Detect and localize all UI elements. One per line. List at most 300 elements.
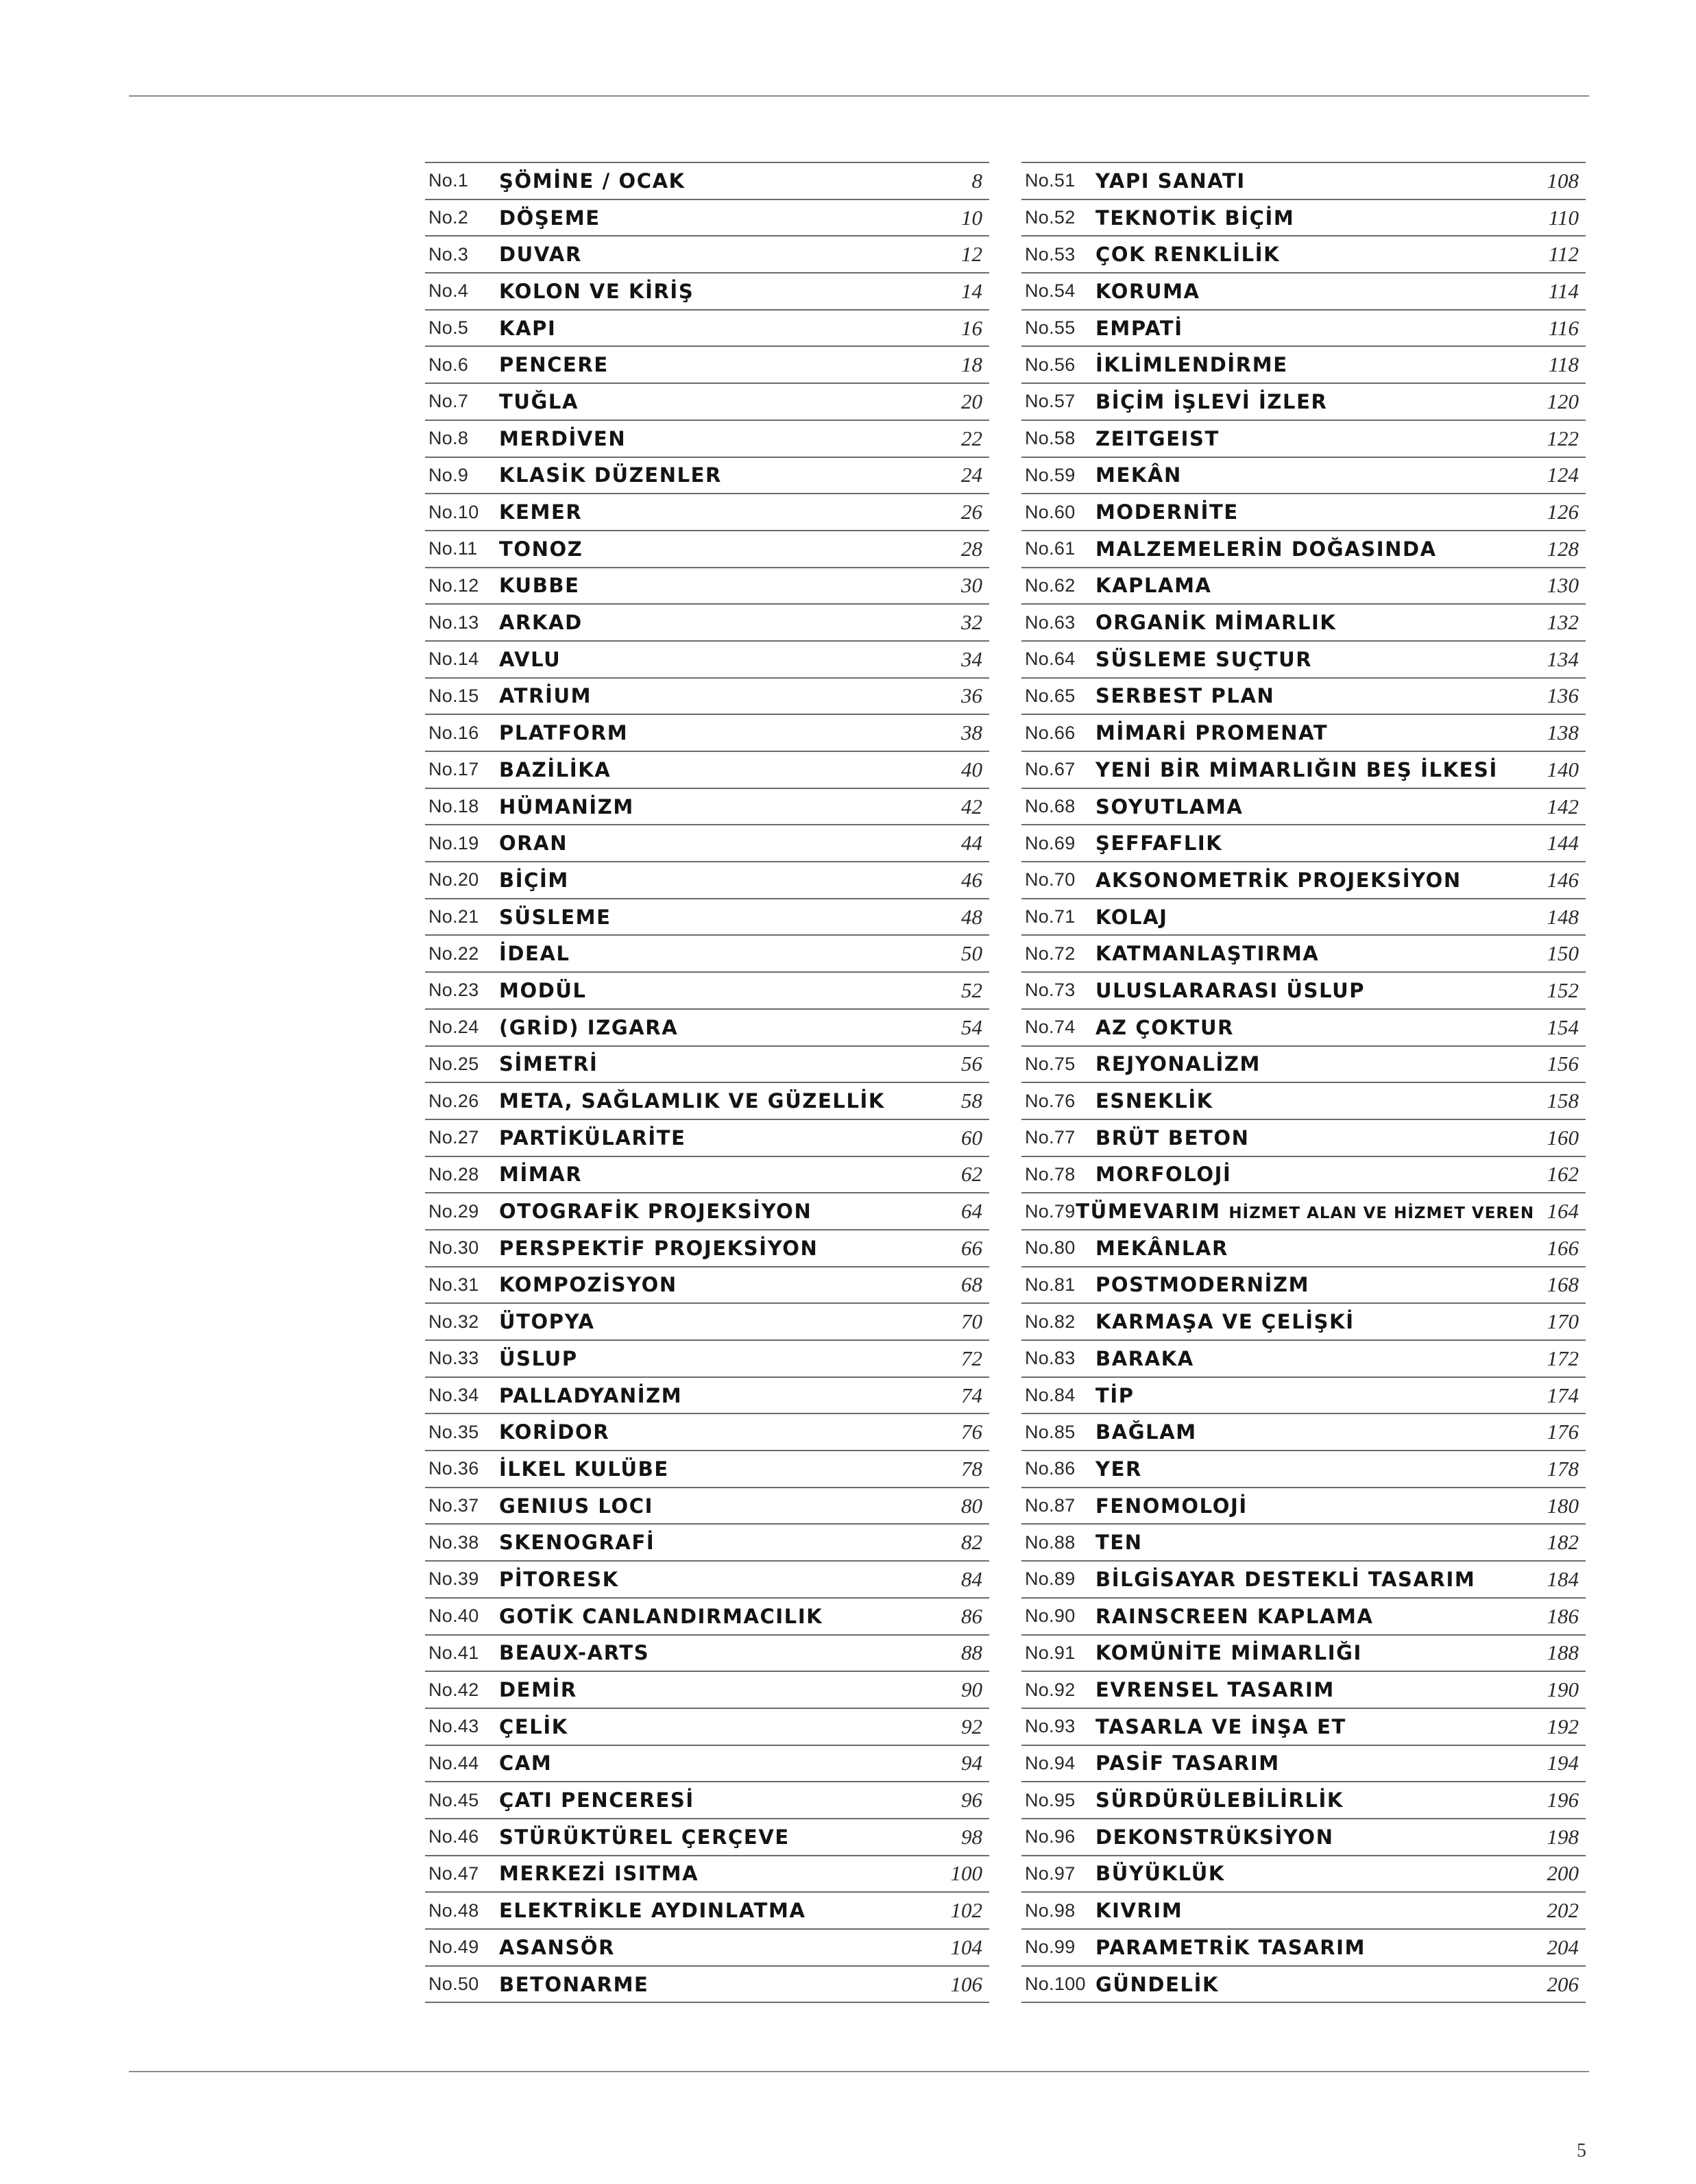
- toc-entry[interactable]: [1021, 936, 1586, 973]
- entry-page-number: 96: [961, 1788, 982, 1812]
- entry-title: [1095, 1788, 1517, 1812]
- toc-entry[interactable]: [425, 1083, 989, 1120]
- entry-title: [499, 1605, 921, 1628]
- toc-entry[interactable]: [1021, 1193, 1586, 1230]
- entry-title-text: SKENOGRAFİ: [499, 1531, 655, 1555]
- toc-entry[interactable]: [425, 1414, 989, 1451]
- toc-entry[interactable]: [425, 311, 989, 348]
- toc-entry[interactable]: [1021, 679, 1586, 716]
- entry-page-number: 18: [961, 352, 982, 377]
- entry-title: [499, 1899, 921, 1922]
- entry-title: [1095, 611, 1517, 634]
- entry-number: No.39: [428, 1568, 479, 1590]
- entry-title-text: MEKÂNLAR: [1095, 1236, 1228, 1260]
- entry-number: No.50: [428, 1974, 479, 1995]
- toc-entry[interactable]: [1021, 384, 1586, 421]
- entry-title: [1095, 1126, 1517, 1150]
- entry-title: [499, 280, 921, 303]
- entry-title: [499, 1457, 921, 1481]
- entry-number: No.47: [428, 1863, 479, 1884]
- toc-entry[interactable]: [1021, 311, 1586, 348]
- toc-entry[interactable]: [425, 1782, 989, 1819]
- entry-page-number: 136: [1547, 683, 1579, 708]
- toc-entry[interactable]: [425, 1267, 989, 1305]
- entry-number: No.56: [1025, 354, 1076, 375]
- entry-title-text: EVRENSEL TASARIM: [1095, 1678, 1335, 1702]
- toc-entry[interactable]: [425, 1451, 989, 1488]
- entry-title: [499, 1825, 921, 1849]
- entry-number: No.5: [428, 317, 469, 339]
- entry-title: [1095, 206, 1517, 230]
- toc-entry[interactable]: [425, 789, 989, 826]
- toc-entry[interactable]: [1021, 642, 1586, 679]
- toc-entry[interactable]: [425, 752, 989, 789]
- entry-title-text: BİÇİM İŞLEVİ İZLER: [1095, 389, 1328, 413]
- toc-entry[interactable]: [425, 1230, 989, 1267]
- toc-entry[interactable]: [425, 1562, 989, 1599]
- entry-title: [499, 1788, 921, 1812]
- toc-entry[interactable]: [425, 936, 989, 973]
- toc-entry[interactable]: [1021, 899, 1586, 936]
- entry-number: No.28: [428, 1163, 479, 1185]
- toc-entry[interactable]: [425, 531, 989, 568]
- entry-page-number: 82: [961, 1530, 982, 1555]
- entry-title: [1095, 427, 1517, 450]
- toc-entry[interactable]: [1021, 1782, 1586, 1819]
- entry-page-number: 128: [1547, 536, 1579, 561]
- entry-title: [1095, 1973, 1517, 1996]
- entry-number: No.49: [428, 1937, 479, 1958]
- entry-title-text: BİLGİSAYAR DESTEKLİ TASARIM: [1095, 1567, 1476, 1591]
- toc-entry[interactable]: [425, 494, 989, 531]
- entry-page-number: 58: [961, 1089, 982, 1113]
- toc-entry[interactable]: [425, 1010, 989, 1047]
- entry-title: [499, 1237, 921, 1260]
- toc-entry[interactable]: [1021, 1451, 1586, 1488]
- entry-number: No.7: [428, 391, 469, 412]
- entry-title-text: BİÇİM: [499, 868, 569, 892]
- entry-number: No.62: [1025, 574, 1076, 596]
- entry-title: [499, 1751, 921, 1775]
- toc-entry[interactable]: [1021, 1120, 1586, 1157]
- toc-entry[interactable]: [1021, 1893, 1586, 1930]
- entry-title-text: TUĞLA: [499, 389, 579, 413]
- toc-entry[interactable]: [1021, 1672, 1586, 1709]
- entry-page-number: 8: [971, 168, 982, 193]
- entry-page-number: 98: [961, 1824, 982, 1849]
- toc-entry[interactable]: [1021, 1562, 1586, 1599]
- entry-page-number: 88: [961, 1640, 982, 1665]
- entry-page-number: 24: [961, 463, 982, 487]
- entry-page-number: 194: [1547, 1751, 1579, 1775]
- entry-title-text: KLASİK DÜZENLER: [499, 463, 722, 487]
- entry-page-number: 108: [1547, 168, 1579, 193]
- top-rule: [129, 95, 1589, 97]
- entry-number: No.31: [428, 1274, 479, 1295]
- entry-page-number: 174: [1547, 1383, 1579, 1407]
- entry-title-text: AVLU: [499, 647, 561, 671]
- entry-title-text: KOLAJ: [1095, 905, 1168, 929]
- entry-number: No.22: [428, 943, 479, 964]
- entry-title: [1095, 721, 1517, 744]
- entry-number: No.17: [428, 759, 479, 780]
- toc-entry[interactable]: [425, 568, 989, 605]
- entry-page-number: 172: [1547, 1346, 1579, 1370]
- entry-title: [499, 317, 921, 340]
- entry-title-text: RAINSCREEN KAPLAMA: [1095, 1604, 1374, 1628]
- entry-number: No.23: [428, 980, 479, 1001]
- entry-page-number: 182: [1547, 1530, 1579, 1555]
- toc-entry[interactable]: [425, 1120, 989, 1157]
- toc-entry[interactable]: [425, 715, 989, 752]
- entry-title-text: İLKEL KULÜBE: [499, 1457, 669, 1481]
- entry-title: [1095, 1457, 1517, 1481]
- entry-title: [1095, 1052, 1517, 1076]
- entry-title-text: PİTORESK: [499, 1567, 619, 1591]
- entry-title: [499, 942, 921, 965]
- entry-number: No.19: [428, 832, 479, 853]
- entry-page-number: 176: [1547, 1420, 1579, 1444]
- toc-entry[interactable]: [1021, 421, 1586, 458]
- toc-entry[interactable]: [1021, 568, 1586, 605]
- entry-number: No.21: [428, 906, 479, 927]
- toc-entry[interactable]: [425, 1047, 989, 1084]
- entry-title: [499, 463, 921, 487]
- entry-page-number: 138: [1547, 720, 1579, 745]
- entry-title: [499, 1200, 921, 1223]
- entry-number: No.63: [1025, 611, 1076, 633]
- entry-number: No.12: [428, 574, 479, 596]
- toc-entry[interactable]: [1021, 789, 1586, 826]
- entry-title: [499, 574, 921, 597]
- toc-entry[interactable]: [425, 1967, 989, 2004]
- entry-number: No.37: [428, 1495, 479, 1516]
- entry-page-number: 48: [961, 904, 982, 929]
- entry-page-number: 50: [961, 941, 982, 966]
- toc-entry[interactable]: [425, 421, 989, 458]
- toc-entry[interactable]: [1021, 531, 1586, 568]
- entry-title: [499, 832, 921, 855]
- toc-entry[interactable]: [1021, 605, 1586, 642]
- entry-title: [1095, 648, 1517, 671]
- toc-entry[interactable]: [425, 862, 989, 899]
- entry-number: No.99: [1025, 1937, 1076, 1958]
- entry-title: [1095, 243, 1517, 266]
- entry-title-text: MODÜL: [499, 978, 587, 1002]
- entry-title: [499, 1531, 921, 1554]
- entry-title: [1095, 1825, 1517, 1849]
- toc-entry[interactable]: [425, 384, 989, 421]
- toc-entry[interactable]: [425, 1672, 989, 1709]
- toc-entry[interactable]: [425, 1488, 989, 1525]
- entry-number: No.1: [428, 170, 469, 191]
- toc-entry[interactable]: [425, 236, 989, 274]
- entry-title-text: TASARLA VE İNŞA ET: [1095, 1714, 1346, 1738]
- entry-title: [499, 1347, 921, 1370]
- entry-number: No.96: [1025, 1826, 1076, 1847]
- toc-entry[interactable]: [425, 1930, 989, 1967]
- toc-entry[interactable]: [1021, 1414, 1586, 1451]
- toc-entry[interactable]: [1021, 163, 1586, 200]
- entry-page-number: 106: [950, 1971, 982, 1996]
- toc-entry[interactable]: [425, 163, 989, 200]
- entry-number: No.9: [428, 464, 469, 485]
- entry-title-text: ÇOK RENKLİLİK: [1095, 243, 1281, 267]
- toc-column-left: [425, 162, 989, 2003]
- entry-page-number: 130: [1547, 573, 1579, 598]
- entry-page-number: 148: [1547, 904, 1579, 929]
- entry-number: No.82: [1025, 1311, 1076, 1332]
- toc-entry[interactable]: [425, 1599, 989, 1636]
- entry-title: [499, 1494, 921, 1518]
- toc-entry[interactable]: [425, 1304, 989, 1341]
- toc-entry[interactable]: [425, 825, 989, 862]
- entry-title-text: ASANSÖR: [499, 1935, 616, 1959]
- entry-title: [499, 390, 921, 413]
- entry-title-text: MERDİVEN: [499, 426, 627, 450]
- entry-number: No.25: [428, 1053, 479, 1074]
- entry-page-number: 38: [961, 720, 982, 745]
- entry-title-text: İDEAL: [499, 942, 570, 966]
- entry-title: [1095, 906, 1517, 929]
- entry-number: No.2: [428, 207, 469, 228]
- entry-number: No.40: [428, 1605, 479, 1627]
- toc-entry[interactable]: [1021, 1636, 1586, 1673]
- entry-title-text: PARTİKÜLARİTE: [499, 1126, 686, 1150]
- entry-title: [1095, 1163, 1517, 1186]
- entry-number: No.33: [428, 1348, 479, 1369]
- entry-number: No.74: [1025, 1017, 1076, 1038]
- entry-page-number: 28: [961, 536, 982, 561]
- toc-entry[interactable]: [1021, 1010, 1586, 1047]
- entry-title: [1095, 1273, 1517, 1296]
- toc-entry[interactable]: [1021, 1047, 1586, 1084]
- toc-entry[interactable]: [1021, 1267, 1586, 1305]
- toc-entry[interactable]: [1021, 1819, 1586, 1856]
- entry-title: [1095, 758, 1517, 781]
- entry-page-number: 202: [1547, 1898, 1579, 1923]
- entry-title: [499, 611, 921, 634]
- toc-entry[interactable]: [425, 1525, 989, 1562]
- entry-title-text: PENCERE: [499, 353, 609, 377]
- entry-title-text: BARAKA: [1095, 1346, 1194, 1370]
- entry-number: No.87: [1025, 1495, 1076, 1516]
- toc-entry[interactable]: [1021, 752, 1586, 789]
- entry-number: No.60: [1025, 501, 1076, 522]
- entry-title-text: ÜSLUP: [499, 1346, 578, 1370]
- entry-number: No.86: [1025, 1458, 1076, 1479]
- entry-title-text: MİMARİ PROMENAT: [1095, 721, 1329, 745]
- toc-entry[interactable]: [1021, 1157, 1586, 1194]
- entry-title: [1095, 1347, 1517, 1370]
- entry-title: [499, 648, 921, 671]
- toc-entry[interactable]: [425, 1378, 989, 1415]
- entry-title: [499, 684, 921, 707]
- entry-title: [499, 1678, 921, 1701]
- toc-entry[interactable]: [1021, 1709, 1586, 1746]
- entry-title-text: GOTİK CANLANDIRMACILIK: [499, 1604, 823, 1628]
- toc-entry[interactable]: [1021, 825, 1586, 862]
- toc-entry[interactable]: [425, 347, 989, 384]
- entry-title: [1095, 537, 1517, 561]
- entry-title: [1095, 1420, 1517, 1444]
- entry-page-number: 178: [1547, 1456, 1579, 1481]
- entry-number: No.67: [1025, 759, 1076, 780]
- entry-number: No.35: [428, 1421, 479, 1442]
- entry-title: [1095, 463, 1517, 487]
- entry-title-text: BRÜT BETON: [1095, 1126, 1250, 1150]
- toc-entry[interactable]: [1021, 236, 1586, 274]
- entry-page-number: 204: [1547, 1934, 1579, 1959]
- entry-title: [499, 795, 921, 818]
- toc-entry[interactable]: [1021, 1525, 1586, 1562]
- entry-number: No.85: [1025, 1421, 1076, 1442]
- entry-number: No.42: [428, 1679, 479, 1700]
- toc-entry[interactable]: [1021, 715, 1586, 752]
- entry-number: No.89: [1025, 1568, 1076, 1590]
- entry-number: No.59: [1025, 464, 1076, 485]
- toc-entry[interactable]: [1021, 1746, 1586, 1783]
- toc-entry[interactable]: [425, 1193, 989, 1230]
- entry-page-number: 72: [961, 1346, 982, 1370]
- entry-title-text: MORFOLOJİ: [1095, 1163, 1232, 1187]
- entry-page-number: 196: [1547, 1788, 1579, 1812]
- entry-title-text: (GRİD) IZGARA: [499, 1015, 679, 1039]
- toc-list-right: [1021, 163, 1586, 2003]
- entry-page-number: 166: [1547, 1235, 1579, 1260]
- entry-number: No.14: [428, 648, 479, 670]
- toc-entry[interactable]: [425, 899, 989, 936]
- entry-number: No.79: [1025, 1200, 1076, 1222]
- toc-entry[interactable]: [425, 1746, 989, 1783]
- toc-entry[interactable]: [1021, 1378, 1586, 1415]
- toc-entry[interactable]: [1021, 1083, 1586, 1120]
- toc-entry[interactable]: [1021, 862, 1586, 899]
- entry-page-number: 104: [950, 1934, 982, 1959]
- entry-page-number: 120: [1547, 389, 1579, 413]
- entry-number: No.64: [1025, 648, 1076, 670]
- entry-page-number: 30: [961, 573, 982, 598]
- toc-entry[interactable]: [425, 1636, 989, 1673]
- entry-title-text: ELEKTRİKLE AYDINLATMA: [499, 1899, 806, 1923]
- entry-title: [499, 1384, 921, 1407]
- toc-entry[interactable]: [1021, 200, 1586, 237]
- toc-entry[interactable]: [1021, 1967, 1586, 2004]
- entry-title-text: MEKÂN: [1095, 463, 1182, 487]
- entry-title-text: REJYONALİZM: [1095, 1052, 1261, 1076]
- entry-title-text: KATMANLAŞTIRMA: [1095, 942, 1320, 966]
- entry-number: No.46: [428, 1826, 479, 1847]
- toc-entry[interactable]: [425, 605, 989, 642]
- entry-title-text: KEMER: [499, 500, 583, 524]
- toc-entry[interactable]: [1021, 494, 1586, 531]
- toc-entry[interactable]: [1021, 1341, 1586, 1378]
- toc-entry[interactable]: [425, 1893, 989, 1930]
- entry-title: [499, 979, 921, 1002]
- entry-title: [499, 206, 921, 230]
- entry-title-text: GÜNDELİK: [1095, 1972, 1220, 1996]
- entry-title: [499, 1273, 921, 1296]
- entry-title-text: AKSONOMETRİK PROJEKSİYON: [1095, 868, 1462, 892]
- toc-entry[interactable]: [1021, 1488, 1586, 1525]
- entry-page-number: 156: [1547, 1052, 1579, 1076]
- toc-entry[interactable]: [425, 274, 989, 311]
- entry-title-text: BEAUX-ARTS: [499, 1641, 650, 1665]
- entry-page-number: 10: [961, 205, 982, 230]
- toc-entry[interactable]: [1021, 1930, 1586, 1967]
- entry-page-number: 54: [961, 1015, 982, 1039]
- entry-number: No.71: [1025, 906, 1076, 927]
- entry-page-number: 74: [961, 1383, 982, 1407]
- entry-title-text: TEN: [1095, 1531, 1143, 1555]
- entry-number: No.36: [428, 1458, 479, 1479]
- entry-title-text: KORUMA: [1095, 279, 1200, 303]
- entry-page-number: 116: [1548, 315, 1579, 340]
- entry-page-number: 94: [961, 1751, 982, 1775]
- entry-title: [1095, 1089, 1517, 1113]
- toc-entry[interactable]: [425, 1819, 989, 1856]
- entry-page-number: 44: [961, 831, 982, 856]
- entry-page-number: 168: [1547, 1272, 1579, 1297]
- entry-title-text: DEKONSTRÜKSİYON: [1095, 1825, 1334, 1849]
- entry-title: [1095, 1568, 1517, 1591]
- toc-entry[interactable]: [1021, 274, 1586, 311]
- entry-title-text: ATRİUM: [499, 684, 592, 708]
- entry-page-number: 86: [961, 1603, 982, 1628]
- toc-entry[interactable]: [425, 1341, 989, 1378]
- entry-page-number: 180: [1547, 1493, 1579, 1518]
- entry-number: No.98: [1025, 1900, 1076, 1921]
- entry-title: [1095, 795, 1517, 818]
- entry-title-text: ARKAD: [499, 611, 583, 635]
- entry-title-text: DEMİR: [499, 1678, 577, 1702]
- entry-title: [499, 906, 921, 929]
- entry-number: No.73: [1025, 980, 1076, 1001]
- entry-page-number: 124: [1547, 463, 1579, 487]
- entry-number: No.32: [428, 1311, 479, 1332]
- toc-entry[interactable]: [1021, 973, 1586, 1010]
- entry-number: No.8: [428, 428, 469, 449]
- entry-number: No.41: [428, 1642, 479, 1663]
- entry-page-number: 66: [961, 1235, 982, 1260]
- toc-entry[interactable]: [1021, 1304, 1586, 1341]
- page-number: 5: [1577, 2140, 1586, 2161]
- toc-entry[interactable]: [1021, 458, 1586, 495]
- toc-entry[interactable]: [425, 200, 989, 237]
- toc-entry[interactable]: [1021, 1856, 1586, 1893]
- entry-number: No.65: [1025, 685, 1076, 706]
- entry-number: No.26: [428, 1090, 479, 1111]
- toc-entry[interactable]: [1021, 1230, 1586, 1267]
- toc-entry[interactable]: [425, 458, 989, 495]
- entry-title-text: GENIUS LOCI: [499, 1494, 653, 1518]
- entry-number: No.24: [428, 1017, 479, 1038]
- entry-title: [1095, 1678, 1517, 1701]
- toc-entry[interactable]: [425, 973, 989, 1010]
- entry-page-number: 186: [1547, 1603, 1579, 1628]
- toc-entry[interactable]: [1021, 347, 1586, 384]
- entry-page-number: 80: [961, 1493, 982, 1518]
- toc-entry[interactable]: [425, 679, 989, 716]
- entry-title: [1095, 1531, 1517, 1554]
- toc-entry[interactable]: [1021, 1599, 1586, 1636]
- toc-entry[interactable]: [425, 1157, 989, 1194]
- toc-entry[interactable]: [425, 1709, 989, 1746]
- entry-title-text: CAM: [499, 1751, 553, 1775]
- entry-title-text: KARMAŞA VE ÇELİŞKİ: [1095, 1310, 1355, 1334]
- toc-entry[interactable]: [425, 642, 989, 679]
- toc-entry[interactable]: [425, 1856, 989, 1893]
